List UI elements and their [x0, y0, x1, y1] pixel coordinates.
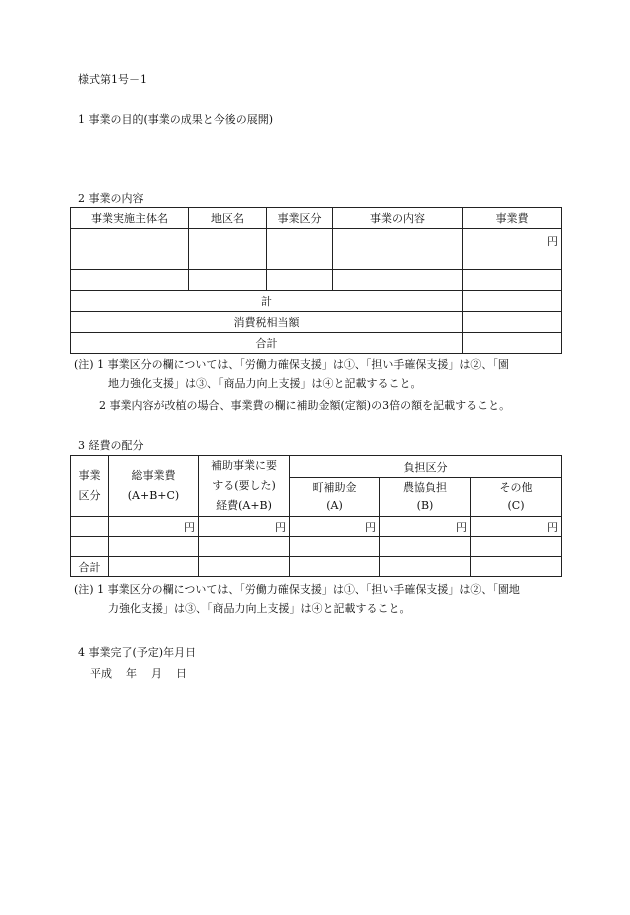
section4-heading: 4 事業完了(予定)年月日	[78, 646, 197, 659]
header-content: 事業の内容	[333, 208, 463, 229]
header-implementer: 事業実施主体名	[71, 208, 189, 229]
cell-content[interactable]	[333, 270, 463, 291]
section2-note1-line2: 地力強化支援」は③、「商品力向上支援」は④と記載すること。	[108, 377, 422, 390]
yen-unit: 円	[547, 235, 558, 248]
cell-subsidized-cost[interactable]	[199, 557, 290, 577]
grand-total-label: 合計	[71, 333, 463, 354]
header-district: 地区名	[189, 208, 267, 229]
total-label: 計	[71, 291, 463, 312]
section2-note2: 2 事業内容が改植の場合、事業費の欄に補助金額(定額)の3倍の額を記載すること。	[99, 399, 511, 412]
section3-note-line2: 力強化支援」は③、「商品力向上支援」は④と記載すること。	[108, 602, 411, 615]
cell-subsidized-cost[interactable]	[199, 537, 290, 557]
cell-town-subsidy[interactable]	[290, 517, 380, 537]
project-content-table	[70, 207, 562, 354]
total-row-label: 合計	[71, 557, 109, 577]
cell-town-subsidy[interactable]	[290, 557, 380, 577]
section2-note1-line1: (注) 1 事業区分の欄については、「労働力確保支援」は①、「担い手確保支援」は②、「園	[74, 358, 509, 371]
header-kubun: 事業 区分	[71, 456, 109, 517]
section1-heading: 1 事業の目的(事業の成果と今後の展開)	[78, 113, 274, 126]
tax-value[interactable]	[463, 312, 562, 333]
cell-town-subsidy[interactable]	[290, 537, 380, 557]
cell-implementer[interactable]	[71, 270, 189, 291]
header-other: その他 (C)	[471, 478, 562, 517]
header-burden-division: 負担区分	[290, 456, 562, 478]
cell-total-cost[interactable]	[109, 537, 199, 557]
form-number: 様式第1号－1	[78, 73, 147, 86]
cell-kubun[interactable]	[71, 517, 109, 537]
cell-cost[interactable]	[463, 270, 562, 291]
yen-unit: 円	[365, 520, 376, 534]
yen-unit: 円	[275, 520, 286, 534]
expense-allocation-table	[70, 455, 562, 577]
cell-other[interactable]	[471, 517, 562, 537]
cell-nokyo-burden[interactable]	[380, 537, 471, 557]
cell-implementer[interactable]	[71, 229, 189, 270]
yen-unit: 円	[456, 520, 467, 534]
header-nokyo-burden: 農協負担 (B)	[380, 478, 471, 517]
cell-kubun[interactable]	[71, 537, 109, 557]
grand-total-value[interactable]	[463, 333, 562, 354]
total-value[interactable]	[463, 291, 562, 312]
header-town-subsidy: 町補助金 (A)	[290, 478, 380, 517]
header-cost: 事業費	[463, 208, 562, 229]
section3-note-line1: (注) 1 事業区分の欄については、「労働力確保支援」は①、「担い手確保支援」は②、「園地	[74, 583, 520, 596]
completion-date[interactable]: 平成 年 月 日	[90, 667, 187, 680]
header-subsidized-cost: 補助事業に要 する(要した) 経費(A+B)	[199, 456, 290, 517]
cell-category[interactable]	[267, 270, 333, 291]
cell-nokyo-burden[interactable]	[380, 557, 471, 577]
cell-category[interactable]	[267, 229, 333, 270]
cell-content[interactable]	[333, 229, 463, 270]
cell-district[interactable]	[189, 229, 267, 270]
tax-label: 消費税相当額	[71, 312, 463, 333]
section2-heading: 2 事業の内容	[78, 192, 144, 205]
cell-nokyo-burden[interactable]	[380, 517, 471, 537]
yen-unit: 円	[184, 520, 195, 534]
cell-total-cost[interactable]	[109, 517, 199, 537]
section3-heading: 3 経費の配分	[78, 439, 144, 452]
header-total-cost: 総事業費 (A+B+C)	[109, 456, 199, 517]
header-category: 事業区分	[267, 208, 333, 229]
cell-other[interactable]	[471, 537, 562, 557]
cell-other[interactable]	[471, 557, 562, 577]
cell-subsidized-cost[interactable]	[199, 517, 290, 537]
cell-total-cost[interactable]	[109, 557, 199, 577]
yen-unit: 円	[547, 520, 558, 534]
cell-district[interactable]	[189, 270, 267, 291]
cell-cost[interactable]	[463, 229, 562, 270]
